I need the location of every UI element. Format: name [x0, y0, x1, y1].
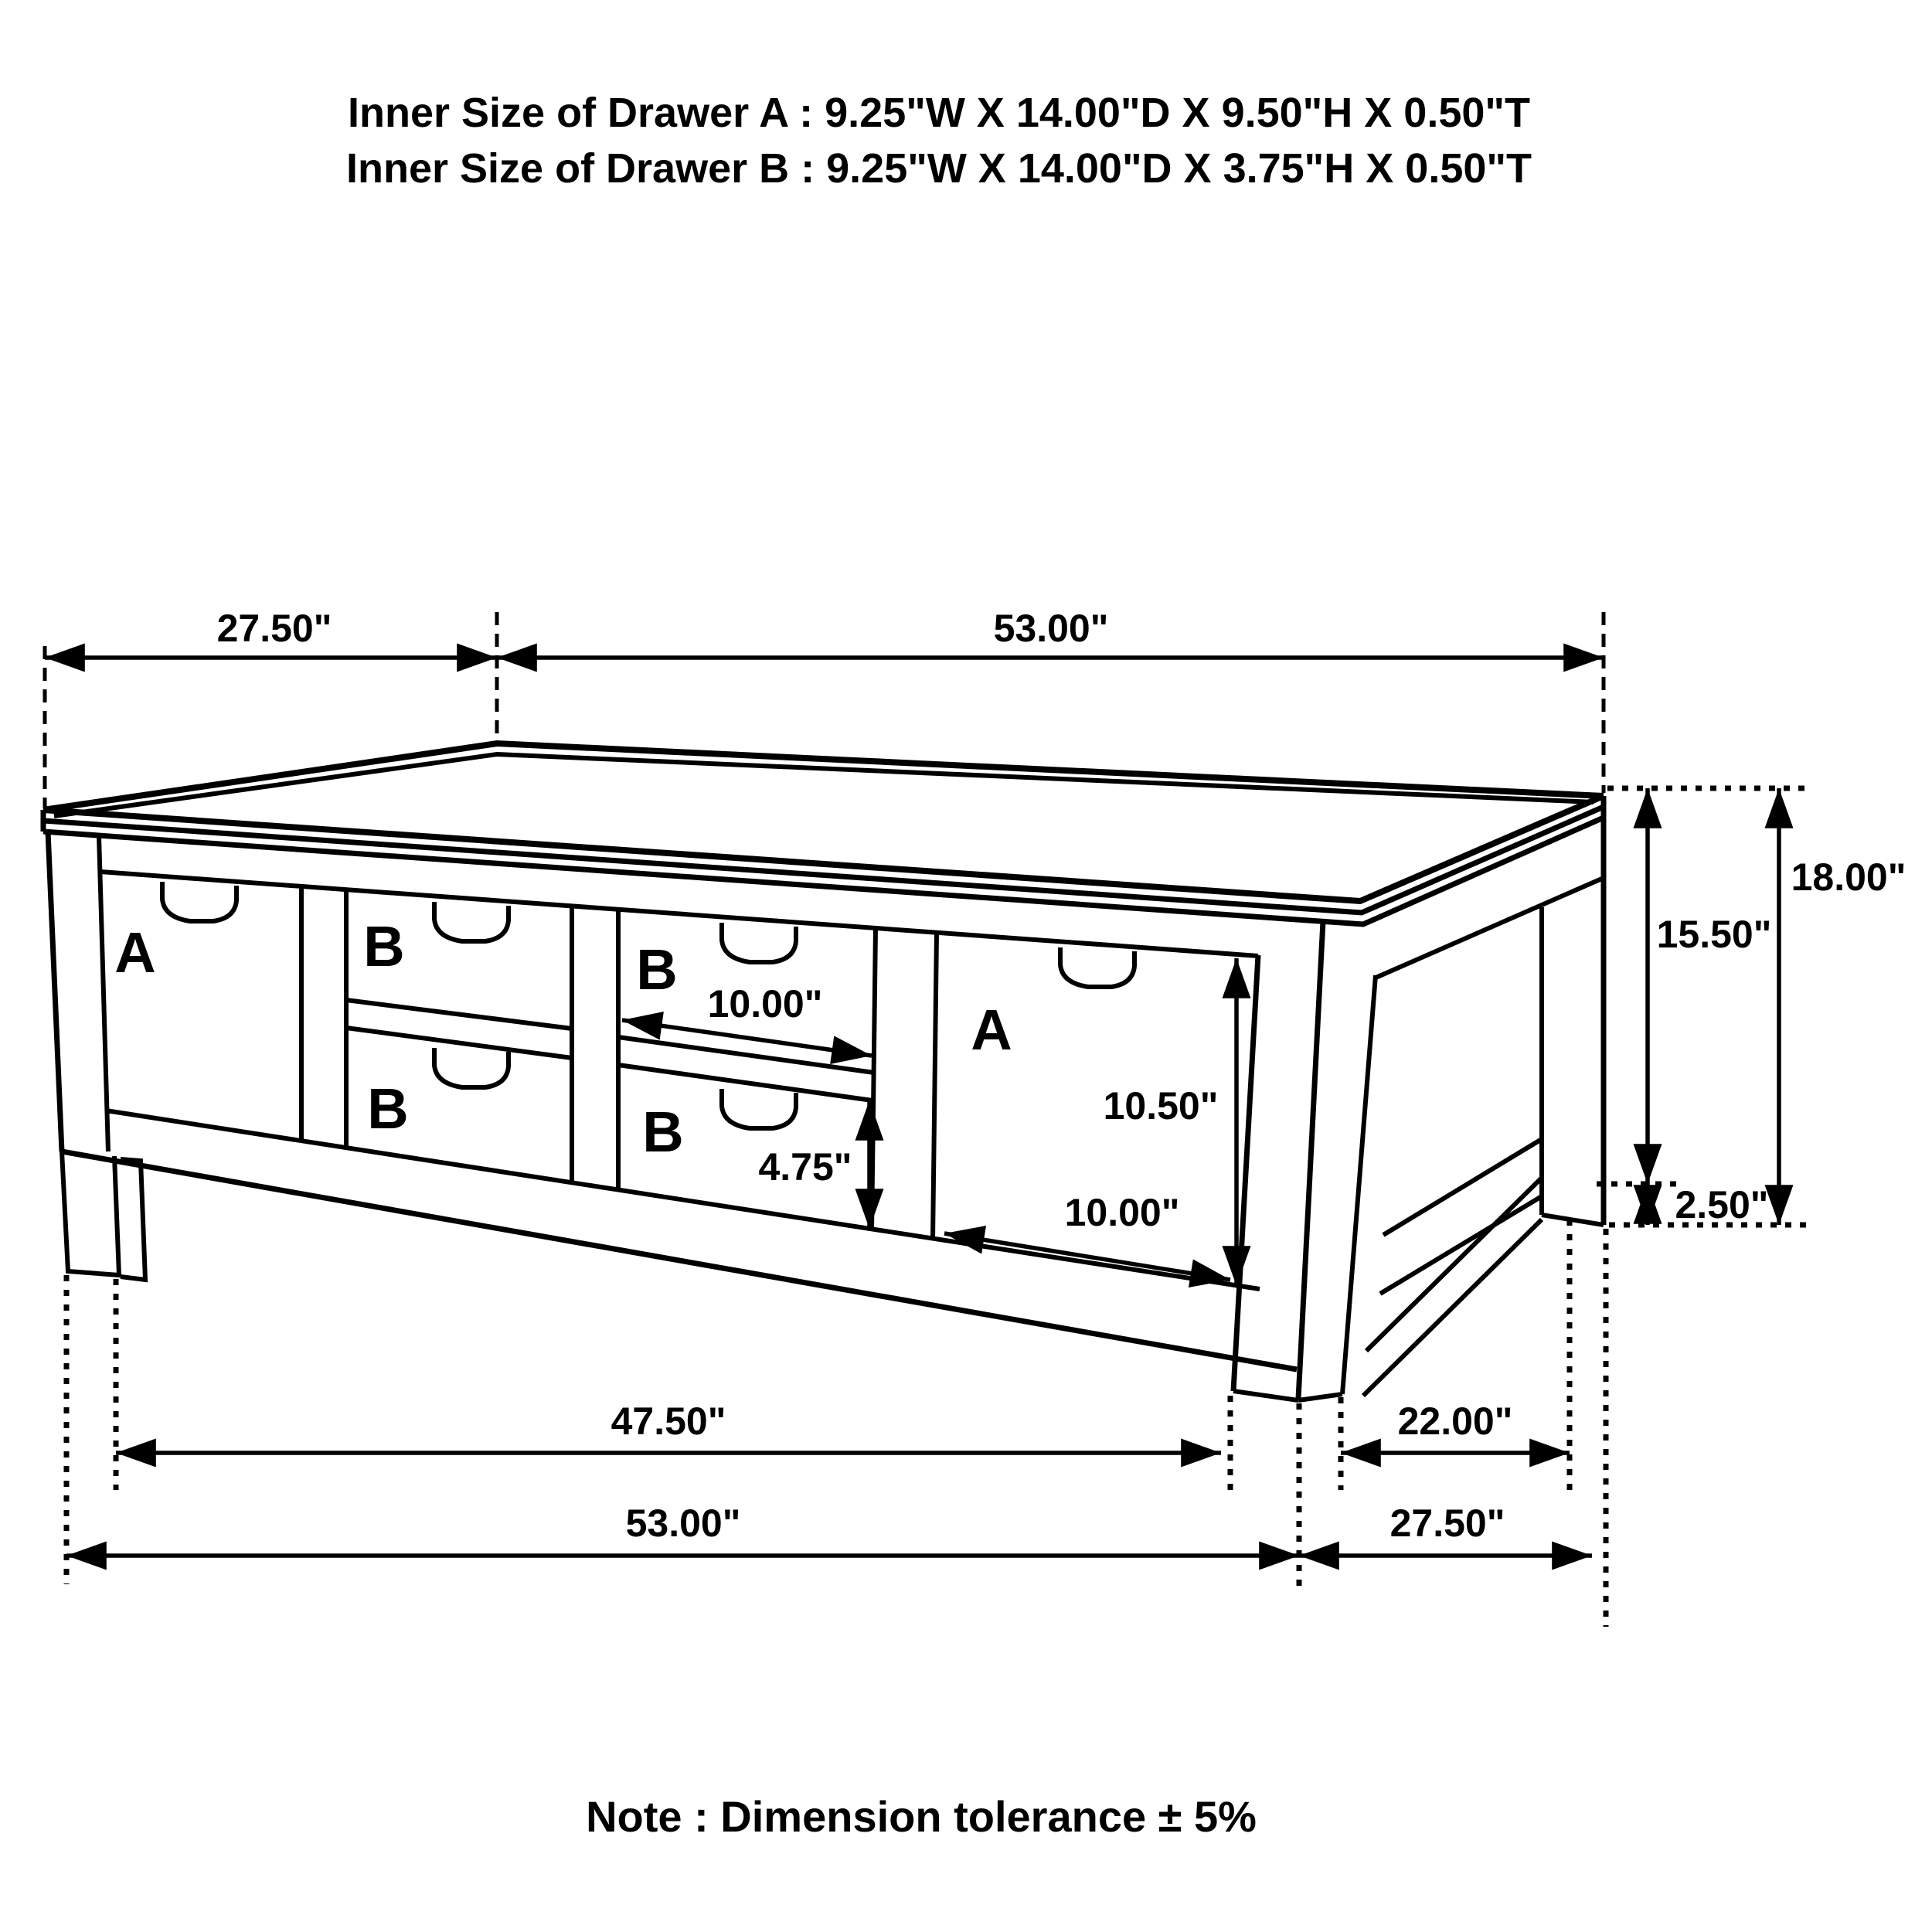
title-drawer-b-size: Inner Size of Drawer B : 9.25"W X 14.00"D X 3.75"H X 0.50"T: [346, 145, 1532, 192]
dim-top-width-label: 53.00": [993, 607, 1109, 650]
dim-bottom-depth-label: 27.50": [1389, 1502, 1505, 1545]
tabletop: [43, 743, 1604, 924]
drawer-b-bottom-right-label: B: [642, 1100, 684, 1164]
dim-bottom-width-label: 53.00": [625, 1502, 741, 1545]
dim-drawer-b-lower-height-label: 4.75": [758, 1145, 852, 1189]
drawer-a-right-label: A: [971, 998, 1012, 1062]
dim-drawer-b-width-label: 10.00": [707, 982, 823, 1026]
dim-bottom-inner-width-label: 47.50": [611, 1400, 726, 1443]
dim-overall-height-label: 18.00": [1791, 855, 1906, 899]
dim-floor-clearance-label: 2.50": [1675, 1183, 1769, 1226]
tolerance-note: Note : Dimension tolerance ± 5%: [586, 1792, 1257, 1841]
drawer-b-top-right-label: B: [636, 937, 678, 1002]
dim-drawer-a-height-label: 10.50": [1103, 1084, 1219, 1128]
dim-bottom-side-clearance-label: 22.00": [1397, 1400, 1513, 1443]
title-drawer-a-size: Inner Size of Drawer A : 9.25"W X 14.00"D X 9.50"H X 0.50"T: [348, 90, 1530, 136]
dim-drawer-a-width-label: 10.00": [1064, 1191, 1180, 1234]
drawer-b-bottom-left-label: B: [367, 1077, 409, 1141]
dim-top-depth-label: 27.50": [216, 607, 332, 650]
drawer-a-left-label: A: [114, 920, 156, 985]
dim-apron-height-label: 15.50": [1656, 913, 1772, 956]
drawer-b-top-left-label: B: [363, 914, 405, 978]
